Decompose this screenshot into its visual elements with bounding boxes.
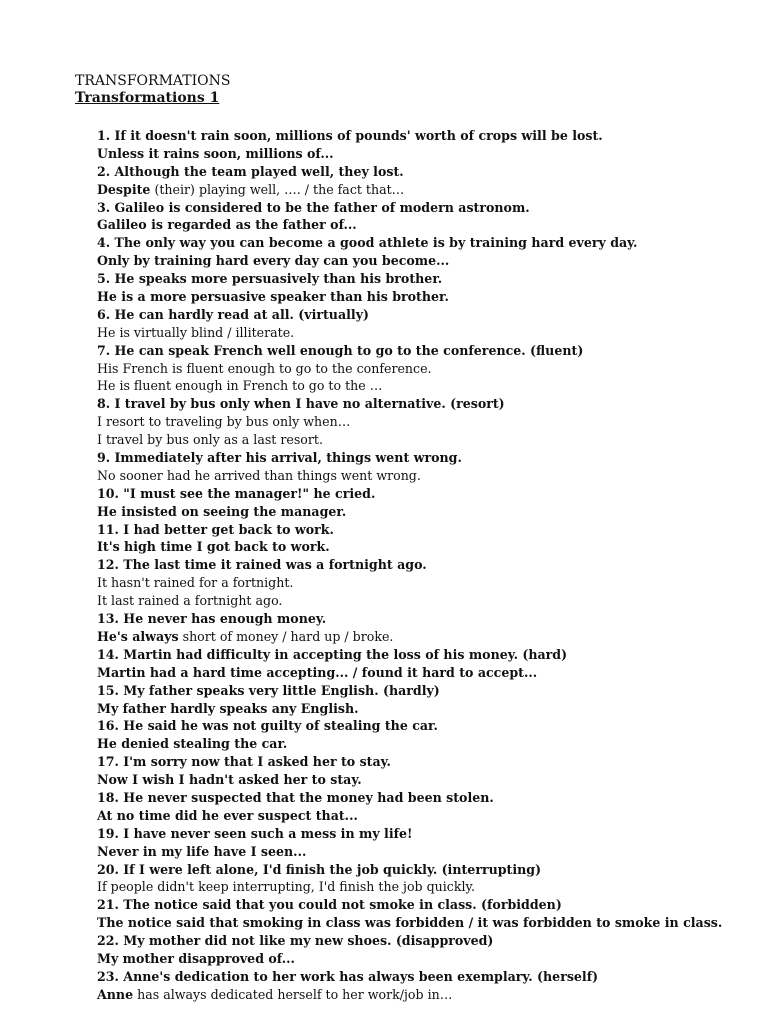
text-line [97, 485, 757, 503]
text-line [97, 145, 757, 163]
text-line [97, 288, 757, 306]
text-line [97, 861, 757, 879]
bold-text: My mother disapproved of... [97, 950, 295, 966]
document-title: TRANSFORMATIONS [75, 73, 231, 89]
text-line [97, 467, 757, 485]
text-line [97, 521, 757, 539]
bold-text: 16. He said he was not guilty of stealing the car. [97, 718, 438, 734]
text-line [97, 807, 757, 825]
text-line [97, 431, 757, 449]
text-line [97, 986, 757, 1004]
bold-text: 14. Martin had difficulty in accepting the loss of his money. (hard) [97, 646, 568, 662]
bold-text: 6. He can hardly read at all. (virtually) [97, 306, 369, 322]
bold-text: Now I wish I hadn't asked her to stay. [97, 772, 362, 788]
bold-text: Despite [97, 181, 151, 197]
bold-text: The notice said that smoking in class was forbidden / it was forbidden to smoke in class. [97, 915, 723, 931]
bold-text: Never in my life have I seen... [97, 843, 307, 859]
text-line [97, 360, 757, 378]
plain-text: His French is fluent enough to go to the conference. [97, 360, 432, 376]
text-line [97, 789, 757, 807]
plain-text: He is fluent enough in French to go to the … [97, 378, 383, 394]
text-line [97, 646, 757, 664]
text-line [97, 664, 757, 682]
bold-text: 12. The last time it rained was a fortnight ago. [97, 557, 427, 573]
bold-text: Martin had a hard time accepting... / found it hard to accept... [97, 664, 538, 680]
bold-text: 22. My mother did not like my new shoes. (disapproved) [97, 933, 494, 949]
text-line [97, 342, 757, 360]
bold-text: 3. Galileo is considered to be the father of modern astronom. [97, 199, 530, 215]
bold-text: Unless it rains soon, millions of... [97, 145, 334, 161]
bold-text: 19. I have never seen such a mess in my life! [97, 825, 413, 841]
bold-text: He denied stealing the car. [97, 736, 288, 752]
text-line [97, 306, 757, 324]
text-line [97, 896, 757, 914]
text-line [97, 324, 757, 342]
text-line [97, 735, 757, 753]
bold-text: It's high time I got back to work. [97, 539, 330, 555]
text-line [97, 199, 757, 217]
text-line [97, 825, 757, 843]
text-line [97, 753, 757, 771]
document-subtitle: Transformations 1 [75, 90, 220, 106]
plain-text: I resort to traveling by bus only when… [97, 414, 351, 430]
text-line [97, 377, 757, 395]
bold-text: 5. He speaks more persuasively than his brother. [97, 271, 443, 287]
text-line [97, 234, 757, 252]
bold-text: 1. If it doesn't rain soon, millions of pounds' worth of crops will be lost. [97, 128, 603, 143]
text-line [97, 127, 757, 145]
document-header [75, 73, 230, 107]
bold-text: 15. My father speaks very little English. (hardly) [97, 682, 440, 698]
bold-text: 10. "I must see the manager!" he cried. [97, 485, 376, 501]
text-line [97, 395, 757, 413]
plain-text: short of money / hard up / broke. [178, 628, 394, 644]
bold-text: My father hardly speaks any English. [97, 700, 359, 716]
bold-text: 7. He can speak French well enough to go to the conference. (fluent) [97, 342, 584, 358]
text-line [97, 717, 757, 735]
bold-text: 18. He never suspected that the money had been stolen. [97, 789, 494, 805]
bold-text: He's always [97, 628, 179, 644]
text-line [97, 181, 757, 199]
plain-text: It hasn't rained for a fortnight. [97, 575, 294, 591]
bold-text: Only by training hard every day can you become... [97, 253, 450, 269]
bold-text: 23. Anne's dedication to her work has always been exemplary. (herself) [97, 968, 599, 984]
bold-text: 8. I travel by bus only when I have no alternative. (resort) [97, 396, 505, 412]
text-line [97, 628, 757, 646]
bold-text: Galileo is regarded as the father of... [97, 217, 357, 233]
bold-text: 13. He never has enough money. [97, 611, 327, 627]
text-line [97, 682, 757, 700]
text-line [97, 503, 757, 521]
text-line [97, 538, 757, 556]
text-line [97, 592, 757, 610]
text-line [97, 610, 757, 628]
plain-text: If people didn't keep interrupting, I'd finish the job quickly. [97, 879, 475, 895]
plain-text: I travel by bus only as a last resort. [97, 432, 323, 448]
text-line [97, 216, 757, 234]
bold-text: At no time did he ever suspect that... [97, 807, 358, 823]
bold-text: 11. I had better get back to work. [97, 521, 334, 537]
text-line [97, 950, 757, 968]
text-line [97, 843, 757, 861]
bold-text: 4. The only way you can become a good athlete is by training hard every day. [97, 235, 638, 251]
text-line [97, 932, 757, 950]
plain-text: No sooner had he arrived than things went wrong. [97, 467, 421, 483]
bold-text: He is a more persuasive speaker than his brother. [97, 289, 449, 305]
plain-text: It last rained a fortnight ago. [97, 593, 283, 609]
bold-text: 17. I'm sorry now that I asked her to stay. [97, 754, 391, 770]
text-line [97, 574, 757, 592]
text-line [97, 771, 757, 789]
plain-text: (their) playing well, …. / the fact that… [150, 181, 405, 197]
plain-text: has always dedicated herself to her work/job in… [133, 986, 453, 1002]
text-line [97, 449, 757, 467]
transformation-list [97, 127, 757, 1004]
text-line [97, 163, 757, 181]
text-line [97, 556, 757, 574]
text-line [97, 413, 757, 431]
bold-text: 2. Although the team played well, they lost. [97, 163, 404, 179]
text-line [97, 700, 757, 718]
bold-text: 20. If I were left alone, I'd finish the job quickly. (interrupting) [97, 861, 542, 877]
bold-text: Anne [97, 986, 134, 1002]
text-line [97, 252, 757, 270]
text-line [97, 270, 757, 288]
plain-text: He is virtually blind / illiterate. [97, 324, 295, 340]
bold-text: He insisted on seeing the manager. [97, 503, 347, 519]
bold-text: 9. Immediately after his arrival, things went wrong. [97, 450, 462, 466]
text-line [97, 968, 757, 986]
text-line [97, 878, 757, 896]
text-line [97, 914, 757, 932]
bold-text: 21. The notice said that you could not smoke in class. (forbidden) [97, 897, 562, 913]
